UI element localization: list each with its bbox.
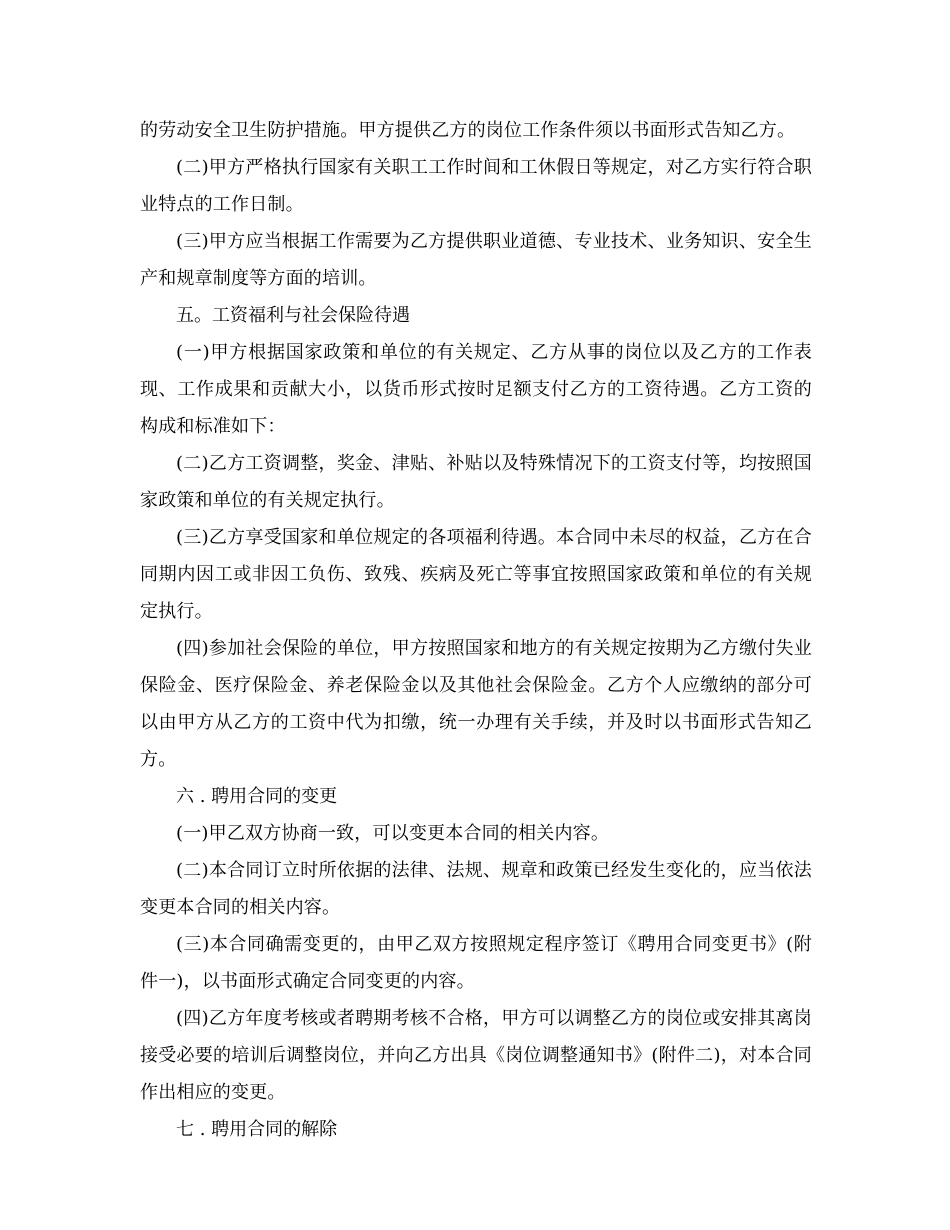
- para-6-2: (二)本合同订立时所依据的法律、法规、规章和政策已经发生变化的，应当依法变更本合同的相关内容。: [140, 860, 812, 918]
- para-4-2: (二)甲方严格执行国家有关职工工作时间和工休假日等规定，对乙方实行符合职业特点的工作日制。: [140, 157, 812, 215]
- para-4-3: (三)甲方应当根据工作需要为乙方提供职业道德、专业技术、业务知识、安全生产和规章制度等方面的培训。: [140, 231, 812, 289]
- para-6-4: (四)乙方年度考核或者聘期考核不合格，甲方可以调整乙方的岗位或安排其离岗接受必要的培训后调整岗位，并向乙方出具《岗位调整通知书》(附件二)，对本合同作出相应的变更。: [140, 1008, 812, 1103]
- para-5-2: (二)乙方工资调整，奖金、津贴、补贴以及特殊情况下的工资支付等，均按照国家政策和单位的有关规定执行。: [140, 453, 812, 511]
- para-5-4: (四)参加社会保险的单位，甲方按照国家和地方的有关规定按期为乙方缴付失业保险金、医疗保险金、养老保险金以及其他社会保险金。乙方个人应缴纳的部分可以由甲方从乙方的工资中代为扣缴，统一办理有关手续，并及时以书面形式告知乙方。: [140, 638, 812, 770]
- para-safety-measures: 的劳动安全卫生防护措施。甲方提供乙方的岗位工作条件须以书面形式告知乙方。: [140, 120, 796, 141]
- document-page: [140, 112, 812, 1148]
- para-6-3: (三)本合同确需变更的，由甲乙双方按照规定程序签订《聘用合同变更书》(附件一)，以书面形式确定合同变更的内容。: [140, 934, 812, 992]
- heading-section-7: 七 . 聘用合同的解除: [176, 1119, 338, 1140]
- heading-section-6: 六 . 聘用合同的变更: [176, 786, 338, 807]
- para-6-1: (一)甲乙双方协商一致，可以变更本合同的相关内容。: [176, 823, 610, 844]
- para-5-3: (三)乙方享受国家和单位规定的各项福利待遇。本合同中未尽的权益，乙方在合同期内因工或非因工负伤、致残、疾病及死亡等事宜按照国家政策和单位的有关规定执行。: [140, 527, 812, 622]
- heading-section-5: 五。工资福利与社会保险待遇: [176, 305, 410, 326]
- para-5-1: (一)甲方根据国家政策和单位的有关规定、乙方从事的岗位以及乙方的工作表现、工作成果和贡献大小，以货币形式按时足额支付乙方的工资待遇。乙方工资的构成和标准如下：: [140, 342, 812, 437]
